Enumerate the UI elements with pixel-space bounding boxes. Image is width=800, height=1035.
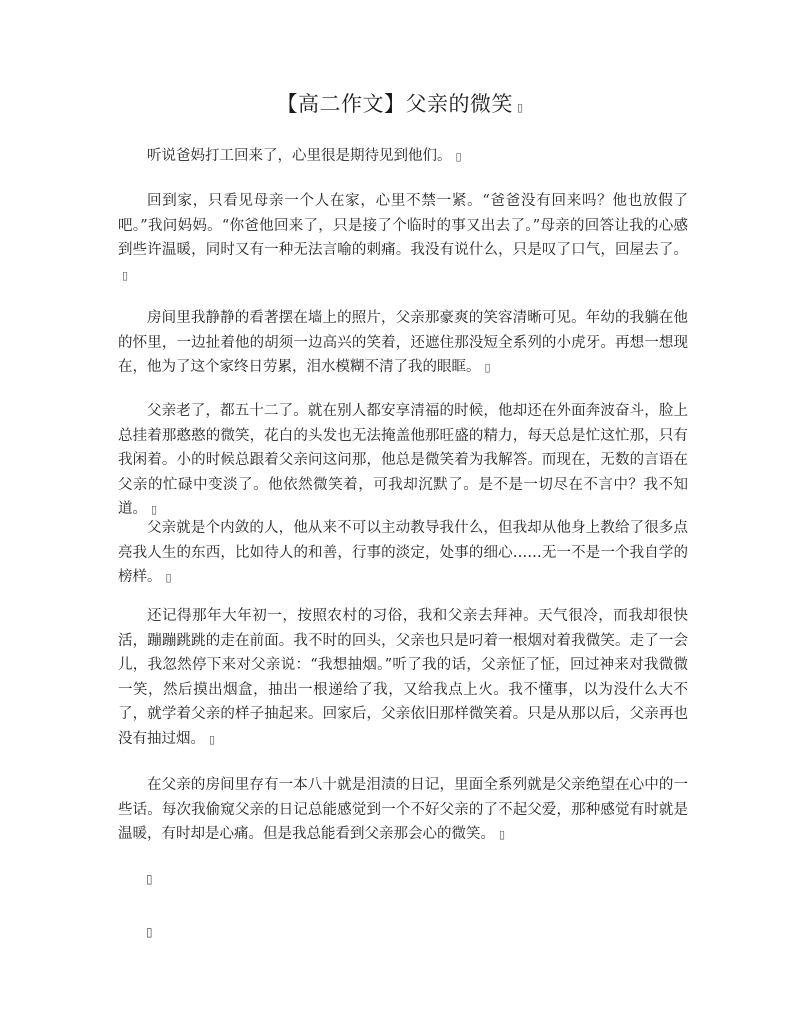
paragraph-6-text: 还记得那年大年初一，按照农村的习俗，我和父亲去拜神。天气很冷，而我却很快活，蹦蹦跳跳的走在前面。我不时的回头，父亲也只是叼着一根烟对着我微笑。走了一会儿，我忽然停下来对父亲说：“我想抽烟。”听了我的话，父亲怔了怔，回过神来对我微微一笑，然后摸出烟盒，抽出一根递给了我，又给我点上火。我不懂事，以为没什么大不了，就学着父亲的样子抽起来。回家后，父亲依旧那样微笑着。只是从那以后，父亲再也没有抽过烟。 (118, 608, 688, 747)
paragraph-mark: ▯ (165, 571, 172, 584)
paragraph-3-text: 房间里我静静的看著摆在墙上的照片，父亲那豪爽的笑容清晰可见。年幼的我躺在他的怀里，一边扯着他的胡须一边高兴的笑着，还遮住那没短全系列的小虎牙。再想一想现在，他为了这个家终日劳累，泪水模糊不清了我的眼眶。 (118, 310, 688, 375)
paragraph-5-text: 父亲就是个内敛的人，他从来不可以主动教导我什么，但我却从他身上教给了很多点亮我人生的东西，比如待人的和善，行事的淡定，处事的细心……无一不是一个我自学的榜样。 (118, 520, 688, 585)
title-paragraph-mark: ▯ (516, 101, 524, 114)
page-title (0, 88, 800, 118)
paragraph-1-text: 听说爸妈打工回来了，心里很是期待见到他们。 (147, 148, 452, 164)
paragraph-7 (118, 773, 688, 848)
paragraph-1 (118, 144, 688, 170)
paragraph-7-text: 在父亲的房间里存有一本八十就是泪渍的日记，里面全系列就是父亲绝望在心中的一些话。每次我偷窥父亲的日记总能感觉到一个不好父亲的了不起父爱，那种感觉有时就是温暖，有时却是心痛。但是我总能看到父亲那会心的微笑。 (118, 777, 688, 842)
paragraph-2 (118, 189, 688, 288)
paragraph-mark: ▯ (209, 732, 216, 746)
paragraph-5 (118, 516, 688, 591)
paragraph-4 (118, 399, 688, 523)
title-text: 【高二作文】父亲的微笑 (276, 92, 513, 116)
paragraph-mark: ▯ (122, 268, 129, 282)
paragraph-3 (118, 306, 688, 381)
paragraph-mark: ▯ (151, 503, 158, 516)
empty-paragraph-mark: ▯ (146, 925, 153, 939)
paragraph-mark: ▯ (484, 361, 491, 374)
empty-paragraph-mark: ▯ (146, 872, 153, 886)
paragraph-mark: ▯ (499, 828, 506, 841)
paragraph-mark: ▯ (455, 150, 462, 163)
paragraph-2-text: 回到家，只看见母亲一个人在家，心里不禁一紧。“爸爸没有回来吗？他也放假了吧。”我问妈妈。“你爸他回来了，只是接了个临时的事又出去了。”母亲的回答让我的心感到些许温暖，同时又有一种无法言喻的刺痛。我没有说什么，只是叹了口气，回屋去了。 (118, 193, 688, 258)
paragraph-4-text: 父亲老了，都五十二了。就在别人都安享清福的时候，他却还在外面奔波奋斗，脸上总挂着那憨憨的微笑，花白的头发也无法掩盖他那旺盛的精力，每天总是忙这忙那，只有我闲着。小的时候总跟着父亲问这问那，他总是微笑着为我解答。而现在，无数的言语在父亲的忙碌中变淡了。他依然微笑着，可我却沉默了。是不是一切尽在不言中？我不知道。 (118, 403, 688, 517)
paragraph-6 (118, 604, 688, 752)
